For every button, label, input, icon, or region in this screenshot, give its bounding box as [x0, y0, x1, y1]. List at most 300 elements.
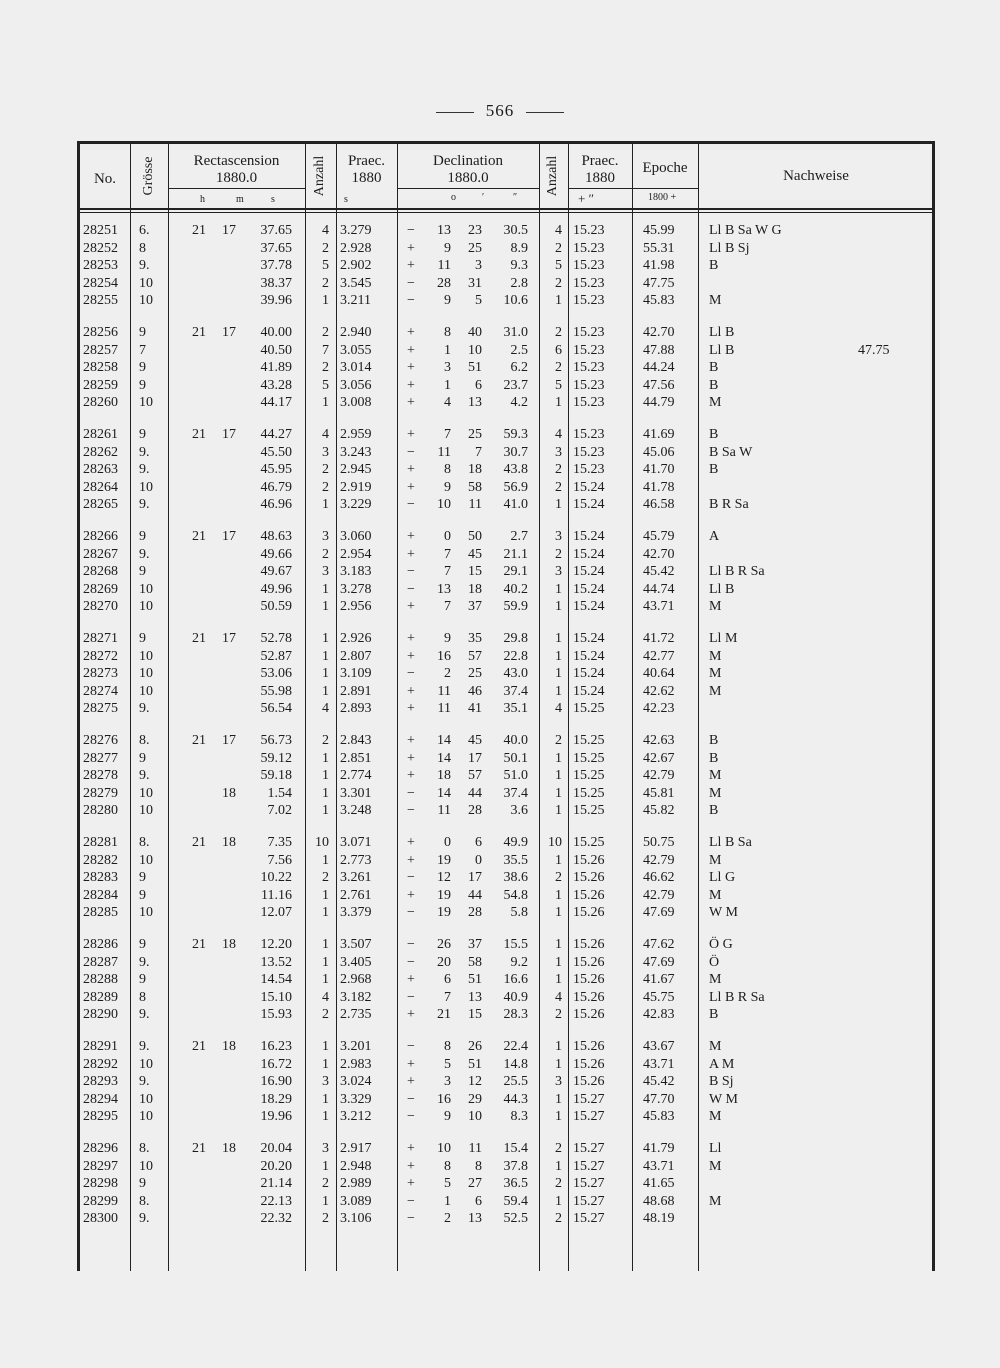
header-ra-seconds-unit: s	[271, 194, 275, 205]
decl-precession-cell: 15.26	[573, 1074, 605, 1090]
star-number-cell: 28256	[83, 325, 118, 340]
magnitude-cell: 10	[139, 479, 153, 495]
magnitude-cell: 10	[139, 599, 153, 615]
decl-degrees-cell: 14	[437, 785, 451, 801]
ra-seconds-cell: 44.17	[260, 395, 292, 411]
magnitude-cell: 8	[139, 240, 146, 256]
decl-minutes-cell: 28	[468, 905, 482, 921]
ra-precession-cell: 2.807	[340, 648, 372, 664]
decl-precession-cell: 15.23	[573, 293, 605, 309]
ra-count-cell: 2	[322, 870, 329, 886]
magnitude-cell: 9	[139, 972, 146, 988]
epoch-cell: 41.98	[643, 258, 675, 274]
table-row	[0, 480, 1000, 499]
table-row	[0, 990, 1000, 1009]
references-cell: Ll B Sj	[709, 240, 750, 256]
epoch-cell: 55.31	[643, 240, 675, 256]
decl-precession-cell: 15.27	[573, 1141, 605, 1156]
epoch-cell: 45.99	[643, 223, 675, 238]
epoch-cell: 45.79	[643, 529, 675, 544]
ra-seconds-cell: 53.06	[260, 666, 292, 682]
magnitude-cell: 10	[139, 803, 153, 819]
decl-precession-cell: 15.24	[573, 564, 605, 580]
decl-seconds-cell: 52.5	[503, 1211, 528, 1227]
decl-degrees-cell: 19	[437, 852, 451, 868]
decl-degrees-cell: 10	[437, 497, 451, 513]
table-row	[0, 937, 1000, 956]
magnitude-cell: 6.	[139, 223, 150, 238]
ra-count-cell: 4	[322, 223, 329, 238]
table-row	[0, 462, 1000, 481]
star-number-cell: 28258	[83, 360, 118, 376]
decl-seconds-cell: 2.7	[510, 529, 528, 544]
decl-sign-cell: +	[407, 325, 415, 340]
decl-minutes-cell: 8	[475, 1158, 482, 1174]
header-nachweise: Nachweise	[783, 168, 849, 184]
decl-seconds-cell: 23.7	[503, 377, 528, 393]
decl-precession-cell: 15.24	[573, 666, 605, 682]
table-row	[0, 1007, 1000, 1026]
decl-precession-cell: 15.24	[573, 497, 605, 513]
epoch-cell: 47.69	[643, 954, 675, 970]
decl-seconds-cell: 29.1	[503, 564, 528, 580]
ra-count-cell: 4	[322, 701, 329, 717]
magnitude-cell: 9	[139, 427, 146, 442]
ra-count-cell: 1	[322, 666, 329, 682]
ra-precession-cell: 2.735	[340, 1007, 372, 1023]
decl-minutes-cell: 28	[468, 803, 482, 819]
decl-seconds-cell: 2.8	[510, 275, 528, 291]
star-number-cell: 28275	[83, 701, 118, 717]
decl-precession-cell: 15.26	[573, 905, 605, 921]
decl-minutes-cell: 6	[475, 377, 482, 393]
ra-count-cell: 3	[322, 1074, 329, 1090]
ra-seconds-cell: 56.54	[260, 701, 292, 717]
ra-precession-cell: 2.940	[340, 325, 372, 340]
decl-count-cell: 5	[555, 258, 562, 274]
ra-seconds-cell: 49.96	[260, 581, 292, 597]
table-row	[0, 649, 1000, 668]
ra-seconds-cell: 45.50	[260, 444, 292, 460]
references-cell: Ll B Sa W G	[709, 223, 782, 238]
decl-minutes-cell: 50	[468, 529, 482, 544]
star-number-cell: 28281	[83, 835, 118, 850]
decl-sign-cell: −	[407, 666, 415, 682]
ra-minutes-cell: 18	[222, 1039, 236, 1054]
ra-minutes-cell: 17	[222, 223, 236, 238]
table-row	[0, 666, 1000, 685]
ra-hours-cell: 21	[192, 427, 206, 442]
references-cell: M	[709, 395, 722, 411]
ra-seconds-cell: 59.12	[260, 750, 292, 766]
ra-seconds-cell: 16.90	[260, 1074, 292, 1090]
star-number-cell: 28286	[83, 937, 118, 952]
decl-sign-cell: −	[407, 444, 415, 460]
ra-minutes-cell: 17	[222, 427, 236, 442]
decl-seconds-cell: 22.8	[503, 648, 528, 664]
decl-count-cell: 1	[555, 768, 562, 784]
ra-precession-cell: 3.507	[340, 937, 372, 952]
header-ra-epoch: 1880.0	[215, 170, 258, 186]
decl-sign-cell: +	[407, 887, 415, 903]
decl-precession-cell: 15.23	[573, 462, 605, 478]
star-number-cell: 28253	[83, 258, 118, 274]
ra-count-cell: 7	[322, 342, 329, 358]
page-number-dash	[436, 112, 474, 113]
decl-count-cell: 1	[555, 293, 562, 309]
magnitude-cell: 10	[139, 683, 153, 699]
decl-sign-cell: −	[407, 223, 415, 238]
ra-hours-cell: 21	[192, 529, 206, 544]
decl-seconds-cell: 22.4	[503, 1039, 528, 1054]
ra-count-cell: 5	[322, 258, 329, 274]
ra-count-cell: 3	[322, 1141, 329, 1156]
ra-seconds-cell: 40.50	[260, 342, 292, 358]
table-row	[0, 803, 1000, 822]
epoch-cell: 43.67	[643, 1039, 675, 1054]
decl-sign-cell: +	[407, 733, 415, 748]
decl-degrees-cell: 7	[444, 989, 451, 1005]
ra-count-cell: 4	[322, 989, 329, 1005]
decl-sign-cell: +	[407, 342, 415, 358]
references-cell: M	[709, 972, 722, 988]
epoch-cell: 42.77	[643, 648, 675, 664]
decl-minutes-cell: 57	[468, 648, 482, 664]
star-number-cell: 28292	[83, 1056, 118, 1072]
ra-seconds-cell: 18.29	[260, 1091, 292, 1107]
ra-seconds-cell: 12.07	[260, 905, 292, 921]
magnitude-cell: 10	[139, 275, 153, 291]
ra-count-cell: 3	[322, 529, 329, 544]
table-row	[0, 1074, 1000, 1093]
epoch-cell: 45.42	[643, 564, 675, 580]
ra-precession-cell: 3.405	[340, 954, 372, 970]
decl-degrees-cell: 1	[444, 342, 451, 358]
epoch-cell: 47.69	[643, 905, 675, 921]
star-number-cell: 28288	[83, 972, 118, 988]
decl-seconds-cell: 56.9	[503, 479, 528, 495]
ra-count-cell: 3	[322, 444, 329, 460]
decl-seconds-cell: 28.3	[503, 1007, 528, 1023]
references-cell: Ö	[709, 954, 720, 970]
decl-count-cell: 1	[555, 750, 562, 766]
decl-count-cell: 1	[555, 785, 562, 801]
epoch-cell: 41.70	[643, 462, 675, 478]
decl-minutes-cell: 37	[468, 599, 482, 615]
ra-precession-cell: 3.211	[340, 293, 371, 309]
table-row	[0, 733, 1000, 752]
epoch-cell: 45.82	[643, 803, 675, 819]
decl-seconds-cell: 36.5	[503, 1176, 528, 1192]
decl-sign-cell: −	[407, 803, 415, 819]
star-number-cell: 28265	[83, 497, 118, 513]
decl-seconds-cell: 38.6	[503, 870, 528, 886]
ra-minutes-cell: 17	[222, 631, 236, 646]
decl-minutes-cell: 13	[468, 989, 482, 1005]
star-number-cell: 28254	[83, 275, 118, 291]
header-praec-decl-title: Praec.	[581, 153, 619, 169]
epoch-cell: 42.62	[643, 683, 675, 699]
epoch-cell: 42.63	[643, 733, 675, 748]
decl-count-cell: 2	[555, 325, 562, 340]
magnitude-cell: 9	[139, 631, 146, 646]
table-row	[0, 888, 1000, 907]
references-cell: B	[709, 258, 719, 274]
page-number	[0, 101, 1000, 121]
decl-precession-cell: 15.25	[573, 803, 605, 819]
decl-degrees-cell: 8	[444, 1039, 451, 1054]
ra-seconds-cell: 1.54	[267, 785, 292, 801]
references-cell: B	[709, 360, 719, 376]
ra-precession-cell: 2.902	[340, 258, 372, 274]
epoch-cell: 48.68	[643, 1193, 675, 1209]
decl-seconds-cell: 59.4	[503, 1193, 528, 1209]
magnitude-cell: 8.	[139, 1141, 150, 1156]
star-number-cell: 28299	[83, 1193, 118, 1209]
ra-precession-cell: 2.917	[340, 1141, 372, 1156]
ra-precession-cell: 3.379	[340, 905, 372, 921]
epoch-cell: 41.69	[643, 427, 675, 442]
ra-hours-cell: 21	[192, 325, 206, 340]
ra-seconds-cell: 38.37	[260, 275, 292, 291]
epoch-cell: 45.83	[643, 1109, 675, 1125]
decl-sign-cell: +	[407, 835, 415, 850]
table-row	[0, 427, 1000, 446]
decl-minutes-cell: 5	[475, 293, 482, 309]
ra-count-cell: 1	[322, 683, 329, 699]
decl-degrees-cell: 10	[437, 1141, 451, 1156]
star-number-cell: 28287	[83, 954, 118, 970]
decl-precession-cell: 15.26	[573, 972, 605, 988]
header-groesse: Grösse	[141, 156, 156, 196]
table-row	[0, 631, 1000, 650]
ra-precession-cell: 3.279	[340, 223, 372, 238]
epoch-cell: 44.74	[643, 581, 675, 597]
decl-minutes-cell: 25	[468, 427, 482, 442]
star-number-cell: 28269	[83, 581, 118, 597]
decl-precession-cell: 15.23	[573, 377, 605, 393]
ra-precession-cell: 3.243	[340, 444, 372, 460]
table-row	[0, 1211, 1000, 1230]
decl-degrees-cell: 7	[444, 564, 451, 580]
magnitude-cell: 10	[139, 905, 153, 921]
decl-count-cell: 1	[555, 972, 562, 988]
decl-seconds-cell: 35.1	[503, 701, 528, 717]
header-praec-decl-year: 1880	[585, 170, 615, 186]
ra-precession-cell: 3.545	[340, 275, 372, 291]
references-cell: Ll B R Sa	[709, 564, 765, 580]
decl-minutes-cell: 17	[468, 870, 482, 886]
decl-precession-cell: 15.23	[573, 395, 605, 411]
decl-degrees-cell: 9	[444, 631, 451, 646]
ra-precession-cell: 3.329	[340, 1091, 372, 1107]
ra-seconds-cell: 56.73	[260, 733, 292, 748]
decl-sign-cell: +	[407, 972, 415, 988]
decl-minutes-cell: 11	[468, 497, 482, 513]
decl-degrees-cell: 0	[444, 529, 451, 544]
decl-seconds-cell: 5.8	[510, 905, 528, 921]
header-ra-hours-unit: h	[200, 194, 205, 205]
decl-count-cell: 1	[555, 395, 562, 411]
ra-minutes-cell: 17	[222, 325, 236, 340]
decl-minutes-cell: 10	[468, 342, 482, 358]
ra-count-cell: 1	[322, 497, 329, 513]
magnitude-cell: 9.	[139, 1039, 150, 1054]
decl-degrees-cell: 16	[437, 1091, 451, 1107]
ra-seconds-cell: 49.66	[260, 546, 292, 562]
decl-precession-cell: 15.23	[573, 258, 605, 274]
decl-count-cell: 1	[555, 954, 562, 970]
decl-seconds-cell: 21.1	[503, 546, 528, 562]
decl-minutes-cell: 57	[468, 768, 482, 784]
decl-precession-cell: 15.26	[573, 852, 605, 868]
ra-precession-cell: 2.891	[340, 683, 372, 699]
decl-minutes-cell: 13	[468, 395, 482, 411]
ra-seconds-cell: 15.10	[260, 989, 292, 1005]
epoch-cell: 42.23	[643, 701, 675, 717]
ra-seconds-cell: 37.78	[260, 258, 292, 274]
magnitude-cell: 9.	[139, 546, 150, 562]
magnitude-cell: 10	[139, 1091, 153, 1107]
ra-precession-cell: 3.261	[340, 870, 372, 886]
header-praec-ra-year: 1880	[351, 170, 382, 186]
star-number-cell: 28271	[83, 631, 118, 646]
table-row	[0, 360, 1000, 379]
star-number-cell: 28284	[83, 887, 118, 903]
references-cell: B	[709, 377, 719, 393]
ra-seconds-cell: 41.89	[260, 360, 292, 376]
star-number-cell: 28289	[83, 989, 118, 1005]
magnitude-cell: 8.	[139, 733, 150, 748]
decl-seconds-cell: 8.3	[510, 1109, 528, 1125]
epoch-cell: 45.42	[643, 1074, 675, 1090]
ra-precession-cell: 3.106	[340, 1211, 372, 1227]
decl-degrees-cell: 19	[437, 905, 451, 921]
decl-degrees-cell: 7	[444, 546, 451, 562]
ra-precession-cell: 3.055	[340, 342, 372, 358]
decl-minutes-cell: 18	[468, 581, 482, 597]
decl-minutes-cell: 25	[468, 666, 482, 682]
ra-minutes-cell: 18	[222, 835, 236, 850]
ra-precession-cell: 3.212	[340, 1109, 372, 1125]
epoch-cell: 42.79	[643, 887, 675, 903]
ra-count-cell: 1	[322, 852, 329, 868]
decl-sign-cell: −	[407, 785, 415, 801]
ra-seconds-cell: 59.18	[260, 768, 292, 784]
header-subrule	[397, 188, 539, 189]
star-number-cell: 28295	[83, 1109, 118, 1125]
ra-precession-cell: 3.183	[340, 564, 372, 580]
epoch-cell: 42.79	[643, 768, 675, 784]
decl-degrees-cell: 2	[444, 666, 451, 682]
decl-count-cell: 1	[555, 937, 562, 952]
decl-precession-cell: 15.26	[573, 870, 605, 886]
decl-degrees-cell: 11	[437, 258, 451, 274]
ra-count-cell: 2	[322, 240, 329, 256]
references-cell: Ll B	[709, 581, 735, 597]
decl-minutes-cell: 46	[468, 683, 482, 699]
magnitude-cell: 10	[139, 852, 153, 868]
ra-seconds-cell: 52.87	[260, 648, 292, 664]
references-cell: Ll B R Sa	[709, 989, 765, 1005]
ra-precession-cell: 2.851	[340, 750, 372, 766]
decl-count-cell: 4	[555, 701, 562, 717]
header-decl-second-unit: ″	[513, 192, 518, 203]
decl-sign-cell: −	[407, 905, 415, 921]
table-row	[0, 258, 1000, 277]
ra-count-cell: 1	[322, 1158, 329, 1174]
decl-count-cell: 1	[555, 852, 562, 868]
ra-seconds-cell: 11.16	[261, 887, 292, 903]
decl-seconds-cell: 15.5	[503, 937, 528, 952]
table-row	[0, 870, 1000, 889]
ra-seconds-cell: 52.78	[260, 631, 292, 646]
decl-count-cell: 2	[555, 1176, 562, 1192]
decl-count-cell: 2	[555, 870, 562, 886]
decl-sign-cell: +	[407, 1007, 415, 1023]
ra-seconds-cell: 15.93	[260, 1007, 292, 1023]
magnitude-cell: 9.	[139, 954, 150, 970]
ra-count-cell: 2	[322, 462, 329, 478]
decl-count-cell: 1	[555, 1091, 562, 1107]
decl-precession-cell: 15.25	[573, 835, 605, 850]
epoch-cell: 46.62	[643, 870, 675, 886]
header-subrule	[568, 188, 698, 189]
star-number-cell: 28298	[83, 1176, 118, 1192]
ra-count-cell: 1	[322, 581, 329, 597]
decl-seconds-cell: 54.8	[503, 887, 528, 903]
references-cell: Ll B	[709, 325, 735, 340]
magnitude-cell: 9.	[139, 497, 150, 513]
decl-count-cell: 1	[555, 1158, 562, 1174]
decl-count-cell: 6	[555, 342, 562, 358]
decl-count-cell: 1	[555, 1056, 562, 1072]
decl-precession-cell: 15.27	[573, 1193, 605, 1209]
epoch-cell: 43.71	[643, 599, 675, 615]
magnitude-cell: 10	[139, 648, 153, 664]
ra-precession-cell: 3.071	[340, 835, 372, 850]
decl-count-cell: 3	[555, 564, 562, 580]
header-decl-title: Declination	[433, 153, 503, 169]
ra-precession-cell: 2.983	[340, 1056, 372, 1072]
decl-degrees-cell: 1	[444, 377, 451, 393]
ra-hours-cell: 21	[192, 835, 206, 850]
decl-minutes-cell: 6	[475, 835, 482, 850]
decl-seconds-cell: 51.0	[503, 768, 528, 784]
decl-precession-cell: 15.24	[573, 631, 605, 646]
decl-sign-cell: +	[407, 1056, 415, 1072]
ra-precession-cell: 3.089	[340, 1193, 372, 1209]
ra-seconds-cell: 20.04	[260, 1141, 292, 1156]
references-cell: B Sa W	[709, 444, 753, 460]
decl-precession-cell: 15.25	[573, 733, 605, 748]
star-number-cell: 28272	[83, 648, 118, 664]
decl-degrees-cell: 21	[437, 1007, 451, 1023]
decl-seconds-cell: 10.6	[503, 293, 528, 309]
table-row	[0, 751, 1000, 770]
magnitude-cell: 9	[139, 377, 146, 393]
ra-seconds-cell: 37.65	[260, 223, 292, 238]
ra-precession-cell: 2.948	[340, 1158, 372, 1174]
decl-precession-cell: 15.23	[573, 275, 605, 291]
decl-seconds-cell: 31.0	[503, 325, 528, 340]
decl-seconds-cell: 40.2	[503, 581, 528, 597]
decl-degrees-cell: 14	[437, 733, 451, 748]
ra-precession-cell: 3.201	[340, 1039, 372, 1054]
decl-count-cell: 1	[555, 497, 562, 513]
ra-precession-cell: 2.773	[340, 852, 372, 868]
decl-sign-cell: +	[407, 1176, 415, 1192]
